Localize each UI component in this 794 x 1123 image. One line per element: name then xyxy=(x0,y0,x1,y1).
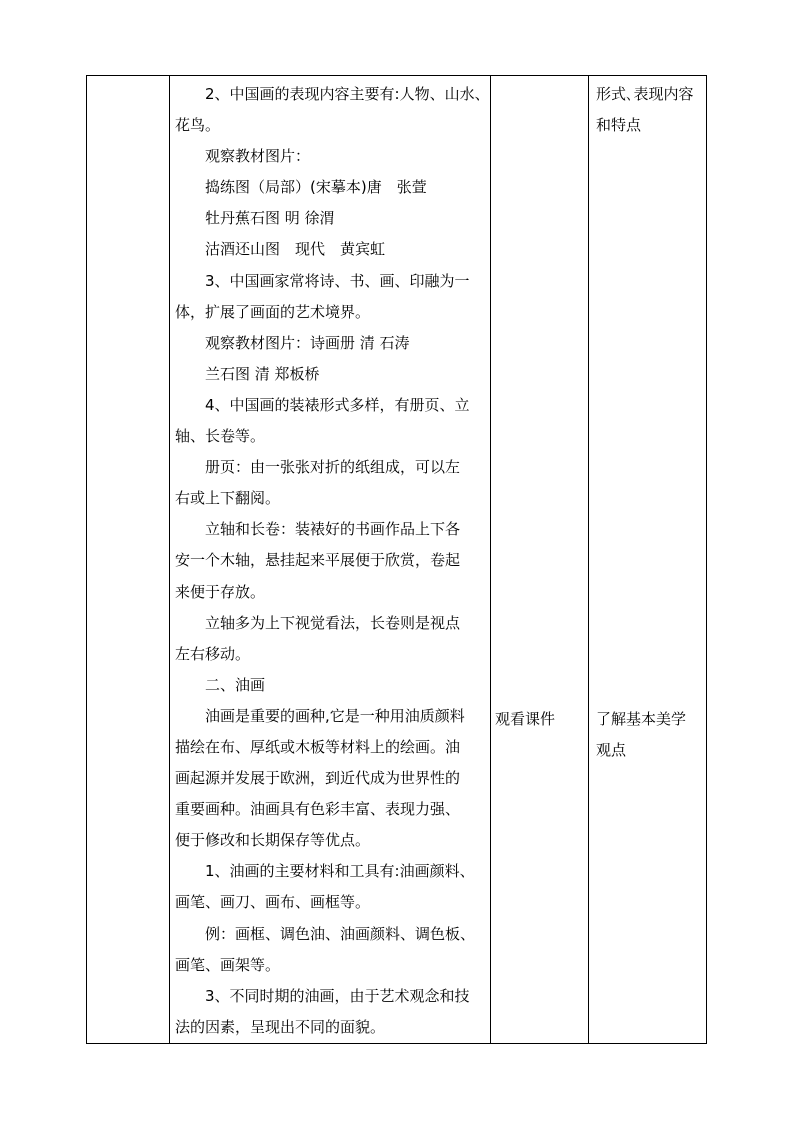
goal-text-line: 观点 xyxy=(596,741,627,759)
content-line: 3、中国画家常将诗、书、画、印融为一 xyxy=(205,271,470,290)
content-line: 画笔、画架等。 xyxy=(175,955,281,974)
content-line: 观察教材图片：诗画册 清 石涛 xyxy=(205,333,410,352)
content-line: 描绘在布、厚纸或木板等材料上的绘画。油 xyxy=(175,737,461,756)
content-line: 例：画框、调色油、油画颜料、调色板、 xyxy=(205,924,476,943)
activity-text: 观看课件 xyxy=(495,710,556,728)
content-line: 重要画种。油画具有色彩丰富、表现力强、 xyxy=(175,800,461,819)
content-line: 便于修改和长期保存等优点。 xyxy=(175,831,371,850)
content-line: 安一个木轴，悬挂起来平展便于欣赏，卷起 xyxy=(175,551,461,570)
content-line: 花鸟。 xyxy=(175,116,221,135)
content-line: 法的因素，呈现出不同的面貌。 xyxy=(175,1017,386,1036)
content-line: 二、油画 xyxy=(205,675,266,694)
lesson-table xyxy=(86,75,707,1044)
lesson-content xyxy=(175,79,490,1043)
table-column-goals xyxy=(588,76,708,1043)
content-line: 观察教材图片： xyxy=(205,147,311,166)
table-column-activity xyxy=(490,76,588,1043)
content-line: 4、中国画的装裱形式多样，有册页、立 xyxy=(205,395,470,414)
table-column-empty xyxy=(87,76,169,1043)
content-line: 体，扩展了画面的艺术境界。 xyxy=(175,302,371,321)
content-line: 册页：由一张张对折的纸组成，可以左 xyxy=(205,458,461,477)
content-line: 画起源并发展于欧洲，到近代成为世界性的 xyxy=(175,769,461,788)
content-line: 沽酒还山图 现代 黄宾虹 xyxy=(205,240,386,259)
content-line: 2、中国画的表现内容主要有:人物、山水、 xyxy=(205,85,490,103)
content-line: 右或上下翻阅。 xyxy=(175,489,281,508)
content-line: 油画是重要的画种,它是一种用油质颜料 xyxy=(205,706,465,725)
content-line: 牡丹蕉石图 明 徐渭 xyxy=(205,209,335,228)
goal-text-line: 和特点 xyxy=(596,116,642,134)
goal-text-line: 了解基本美学 xyxy=(596,710,687,728)
content-line: 立轴和长卷：装裱好的书画作品上下各 xyxy=(205,520,461,539)
content-line: 3、不同时期的油画，由于艺术观念和技 xyxy=(205,986,470,1005)
goal-text-line: 形式､表现内容 xyxy=(596,85,694,103)
content-line: 兰石图 清 郑板桥 xyxy=(205,364,320,383)
content-line: 左右移动。 xyxy=(175,644,251,663)
content-line: 来便于存放。 xyxy=(175,582,266,601)
content-line: 1、油画的主要材料和工具有:油画颜料、 xyxy=(205,862,475,881)
content-line: 捣练图（局部）(宋摹本)唐 张萱 xyxy=(205,178,427,197)
content-line: 画笔、画刀、画布、画框等。 xyxy=(175,893,371,912)
content-line: 立轴多为上下视觉看法，长卷则是视点 xyxy=(205,613,461,632)
content-line: 轴、长卷等。 xyxy=(175,427,266,446)
